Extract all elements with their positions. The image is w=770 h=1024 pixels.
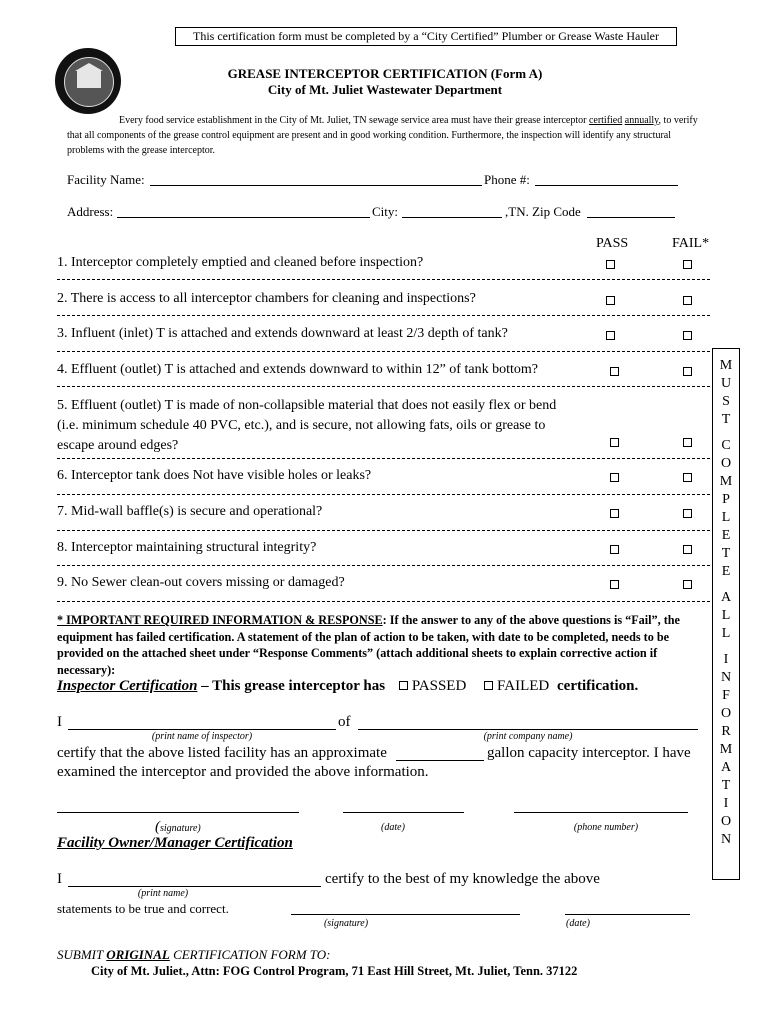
checklist-item: 5. Effluent (outlet) T is made of non-collapsible material that does not easily flex or bend (i.e. minimum schedule 40 PVC, etc.), and is secure, not allowing fats, oils or grease to escape around edges?	[57, 398, 557, 453]
inspector-name-field[interactable]	[68, 729, 336, 730]
city-label: City:	[372, 204, 399, 219]
owner-name-label: (print name)	[137, 888, 189, 899]
fail-checkbox[interactable]	[683, 367, 692, 376]
pass-checkbox[interactable]	[606, 296, 615, 305]
fail-checkbox[interactable]	[683, 580, 692, 589]
divider	[57, 494, 710, 495]
company-name-field[interactable]	[358, 729, 698, 730]
must-complete-all-information-box: M U S T C O M P L E T E A L L I N F O R M A T I O N	[712, 348, 740, 880]
inspector-date-field[interactable]	[343, 812, 464, 813]
important-notice: * IMPORTANT REQUIRED INFORMATION & RESPONSE: If the answer to any of the above questions is “Fail”, the equipment has failed certification. A statement of the plan of action to be taken, with date to be completed, needs to be provided on the attached sheet under “Response Comments” (attach additional sheets to explain corrective action if necessary):	[57, 613, 680, 677]
checklist-item: 6. Interceptor tank does Not have visible holes or leaks?	[57, 468, 372, 483]
gallon-capacity-field[interactable]	[396, 760, 484, 761]
checklist-item: 2. There is access to all interceptor chambers for cleaning and inspections?	[57, 291, 476, 306]
form-title: GREASE INTERCEPTOR CERTIFICATION (Form A)	[227, 66, 543, 81]
date-label: (date)	[381, 822, 405, 833]
owner-statements-text: statements to be true and correct.	[57, 901, 229, 916]
owner-certify-text: certify to the best of my knowledge the above	[325, 871, 600, 887]
fail-column-header: FAIL*	[672, 236, 710, 251]
owner-name-field[interactable]	[68, 886, 321, 887]
checklist-item: 8. Interceptor maintaining structural integrity?	[57, 540, 317, 555]
certification-banner: This certification form must be completed by a “City Certified” Plumber or Grease Waste Hauler	[175, 27, 677, 46]
signature-label: (signature)	[155, 819, 201, 835]
inspector-phone-field[interactable]	[514, 812, 688, 813]
checklist-item: 3. Influent (inlet) T is attached and extends downward at least 2/3 depth of tank?	[57, 326, 508, 341]
inspector-signature-field[interactable]	[57, 812, 299, 813]
failed-checkbox[interactable]	[484, 681, 493, 690]
divider	[57, 565, 710, 566]
divider	[57, 351, 710, 352]
owner-signature-label: (signature)	[323, 918, 369, 929]
zip-field[interactable]	[587, 217, 675, 218]
fail-checkbox[interactable]	[683, 545, 692, 554]
pass-checkbox[interactable]	[610, 580, 619, 589]
divider	[57, 458, 710, 459]
zip-label: ,TN. Zip Code	[505, 204, 581, 219]
city-field[interactable]	[402, 217, 502, 218]
certify-text-1: certify that the above listed facility has an approximate	[57, 745, 387, 761]
divider	[57, 601, 710, 602]
fail-checkbox[interactable]	[683, 473, 692, 482]
certify-text-3: examined the interceptor and provided the above information.	[57, 764, 429, 780]
owner-i: I	[57, 871, 62, 887]
pass-checkbox[interactable]	[610, 473, 619, 482]
department-subtitle: City of Mt. Juliet Wastewater Department	[267, 82, 503, 97]
pass-checkbox[interactable]	[610, 509, 619, 518]
checklist-item: 1. Interceptor completely emptied and cleaned before inspection?	[57, 255, 424, 270]
address-label: Address:	[67, 204, 114, 219]
inspector-name-label: (print name of inspector)	[151, 731, 253, 742]
phone-field[interactable]	[535, 185, 678, 186]
certify-text-2: gallon capacity interceptor. I have	[487, 745, 691, 761]
pass-checkbox[interactable]	[610, 367, 619, 376]
owner-date-label: (date)	[566, 918, 590, 929]
owner-certification-heading: Facility Owner/Manager Certification	[57, 835, 293, 851]
passed-checkbox[interactable]	[399, 681, 408, 690]
inspector-certification-heading: Inspector Certification – This grease interceptor has PASSED FAILED certification.	[57, 678, 639, 694]
pass-checkbox[interactable]	[610, 545, 619, 554]
phone-number-label: (phone number)	[573, 822, 639, 833]
facility-name-label: Facility Name:	[67, 172, 145, 187]
fail-checkbox[interactable]	[683, 331, 692, 340]
checklist-item: 4. Effluent (outlet) T is attached and extends downward to within 12” of tank bottom?	[57, 362, 538, 377]
checklist-item: 7. Mid-wall baffle(s) is secure and operational?	[57, 504, 323, 519]
address-field[interactable]	[117, 217, 370, 218]
owner-signature-field[interactable]	[291, 914, 520, 915]
submit-address: City of Mt. Juliet., Attn: FOG Control Program, 71 East Hill Street, Mt. Juliet, Tenn. 37122	[91, 964, 578, 978]
fail-checkbox[interactable]	[683, 260, 692, 269]
inspector-i: I	[57, 714, 62, 730]
owner-date-field[interactable]	[565, 914, 690, 915]
divider	[57, 279, 710, 280]
submit-instruction: SUBMIT ORIGINAL CERTIFICATION FORM TO:	[57, 947, 331, 962]
divider	[57, 315, 710, 316]
inspector-of: of	[338, 714, 351, 730]
fail-checkbox[interactable]	[683, 438, 692, 447]
facility-name-field[interactable]	[150, 185, 482, 186]
divider	[57, 386, 710, 387]
fail-checkbox[interactable]	[683, 296, 692, 305]
checklist-item: 9. No Sewer clean-out covers missing or damaged?	[57, 575, 345, 590]
intro-paragraph: Every food service establishment in the City of Mt. Juliet, TN sewage service area must have their grease interceptor certified annually, to verify that all components of the grease control equipment are present and in good working condition. Furthermore, the inspection will identify any structural problems with the grease interceptor.	[67, 115, 698, 156]
phone-label: Phone #:	[484, 172, 530, 187]
pass-checkbox[interactable]	[610, 438, 619, 447]
fail-checkbox[interactable]	[683, 509, 692, 518]
pass-checkbox[interactable]	[606, 260, 615, 269]
pass-checkbox[interactable]	[606, 331, 615, 340]
pass-column-header: PASS	[596, 236, 629, 251]
company-name-label: (print company name)	[483, 731, 573, 742]
divider	[57, 530, 710, 531]
